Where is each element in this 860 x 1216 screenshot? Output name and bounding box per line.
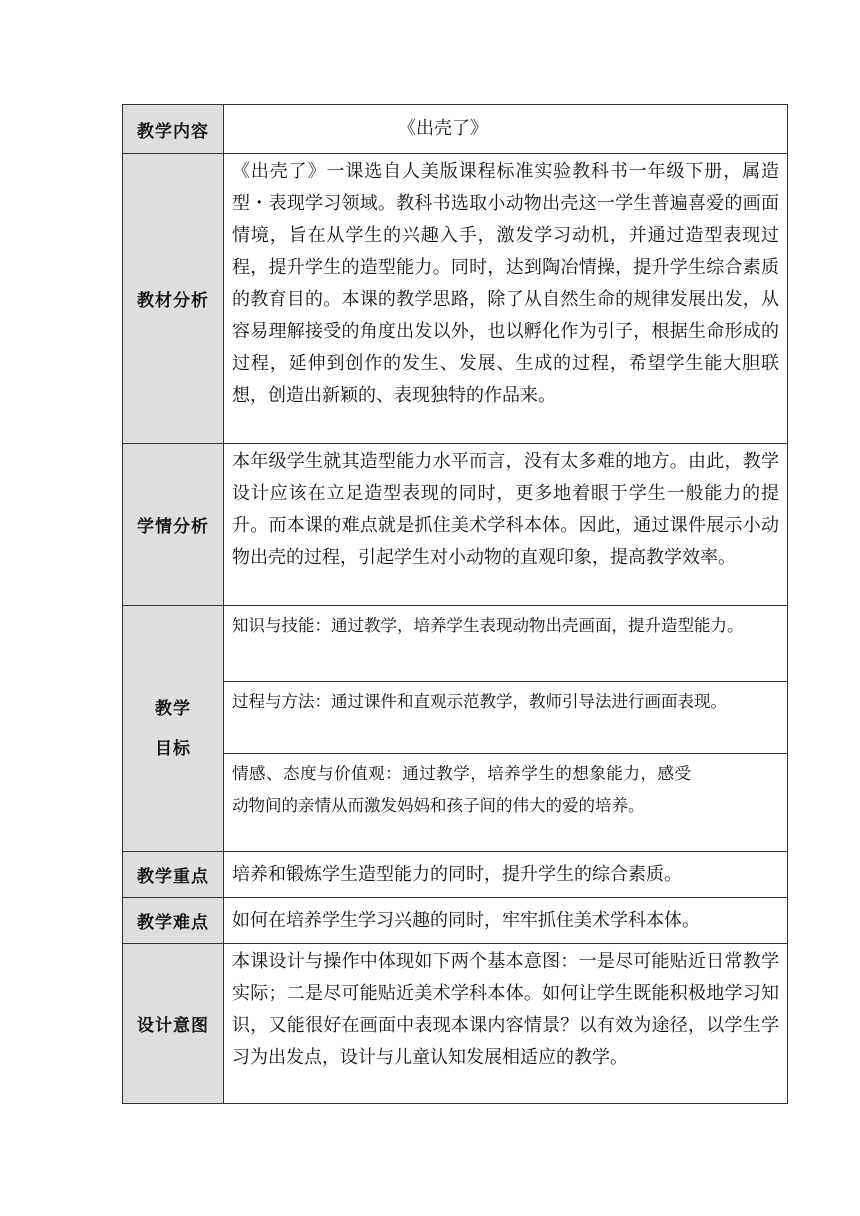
design-intent-text: 本课设计与操作中体现如下两个基本意图：一是尽可能贴近日常教学实际；二是尽可能贴近美术学科本体。如何让学生既能积极地学习知识，又能很好在画面中表现本课内容情景？以有效为途径，以学生学习为出发点，设计与儿童认知发展相适应的教学。 [224, 944, 788, 1104]
student-analysis-text: 本年级学生就其造型能力水平而言，没有太多难的地方。由此，教学设计应该在立足造型表现的同时，更多地着眼于学生一般能力的提升。而本课的难点就是抓住美术学科本体。因此，通过课件展示小动物出壳的过程，引起学生对小动物的直观印象，提高教学效率。 [224, 444, 788, 606]
goal-knowledge-text: 知识与技能：通过教学，培养学生表现动物出壳画面，提升造型能力。 [224, 606, 788, 682]
label-teaching-content: 教学内容 [123, 105, 224, 154]
lesson-plan-table [122, 104, 788, 1104]
lesson-title: 《出壳了》 [224, 105, 788, 154]
label-difficulty: 教学难点 [123, 898, 224, 944]
goal-process-text: 过程与方法：通过课件和直观示范教学，教师引导法进行画面表现。 [224, 682, 788, 754]
row-material-analysis [123, 154, 788, 444]
row-student-analysis [123, 444, 788, 606]
row-design-intent [123, 944, 788, 1104]
key-point-text: 培养和锻炼学生造型能力的同时，提升学生的综合素质。 [224, 852, 788, 898]
label-teaching-goals [123, 606, 224, 852]
difficulty-text: 如何在培养学生学习兴趣的同时，牢牢抓住美术学科本体。 [224, 898, 788, 944]
row-goal-knowledge [123, 606, 788, 682]
label-key-point: 教学重点 [123, 852, 224, 898]
label-student-analysis: 学情分析 [123, 444, 224, 606]
material-analysis-text: 《出壳了》一课选自人美版课程标准实验教科书一年级下册，属造型・表现学习领域。教科书选取小动物出壳这一学生普遍喜爱的画面情境，旨在从学生的兴趣入手，激发学习动机，并通过造型表现过程，提升学生的造型能力。同时，达到陶冶情操，提升学生综合素质的教育目的。本课的教学思路，除了从自然生命的规律发展出发，从容易理解接受的角度出发以外，也以孵化作为引子，根据生命形成的过程，延伸到创作的发生、发展、生成的过程，希望学生能大胆联想，创造出新颖的、表现独特的作品来。 [224, 154, 788, 444]
row-key-point [123, 852, 788, 898]
label-goals-line2: 目标 [155, 738, 191, 759]
row-difficulty [123, 898, 788, 944]
label-design-intent: 设计意图 [123, 944, 224, 1104]
label-goals-line1: 教学 [155, 698, 191, 719]
label-material-analysis: 教材分析 [123, 154, 224, 444]
goal-emotion-text: 情感、态度与价值观：通过教学，培养学生的想象能力，感受动物间的亲情从而激发妈妈和孩子间的伟大的爱的培养。 [224, 754, 788, 852]
row-teaching-content [123, 105, 788, 154]
